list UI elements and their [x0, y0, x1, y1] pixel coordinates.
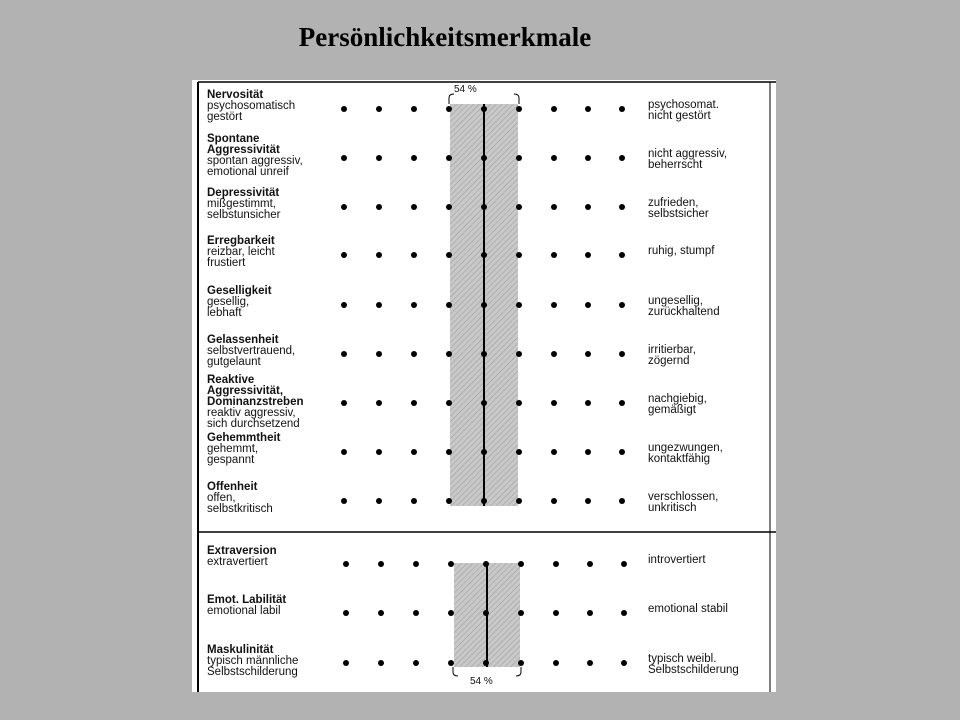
scale-point: [585, 351, 591, 357]
right-pole-text: typisch weibl. Selbstschilderung: [648, 653, 739, 676]
scale-point: [378, 610, 384, 616]
left-pole-text: gesellig, lebhaft: [207, 296, 250, 319]
left-pole-text: mißgestimmt, selbstunsicher: [207, 198, 281, 221]
scale-point: [376, 498, 382, 504]
scale-point: [413, 660, 419, 666]
scale-point: [343, 561, 349, 567]
scale-point: [481, 204, 487, 210]
scale-point: [518, 561, 524, 567]
scale-point: [518, 610, 524, 616]
scale-point: [516, 351, 522, 357]
slide-title: Persönlichkeitsmerkmale: [298, 22, 592, 52]
left-pole-label: [207, 90, 295, 123]
scale-point: [619, 302, 625, 308]
right-pole-text: nachgiebig, gemäßigt: [648, 393, 707, 416]
scale-point: [413, 610, 419, 616]
scale-point: [621, 610, 627, 616]
scale-point: [446, 155, 452, 161]
right-pole-text: emotional stabil: [648, 603, 728, 615]
scale-point: [585, 449, 591, 455]
scale-point: [553, 660, 559, 666]
left-pole-text: extravertiert: [207, 556, 268, 568]
left-pole-label: [207, 188, 281, 221]
trait-name: Gehemmtheit: [207, 432, 281, 444]
left-pole-text: typisch männliche Selbstschilderung: [207, 655, 299, 678]
scale-point: [481, 252, 487, 258]
left-pole-label: [207, 433, 281, 466]
scale-point: [483, 610, 489, 616]
scale-point: [619, 498, 625, 504]
scale-point: [343, 610, 349, 616]
scale-point: [376, 106, 382, 112]
scale-point: [619, 351, 625, 357]
scale-point: [518, 660, 524, 666]
right-pole-text: nicht aggressiv, beherrscht: [648, 148, 728, 171]
scale-point: [585, 106, 591, 112]
scale-point: [378, 660, 384, 666]
scale-point: [619, 400, 625, 406]
right-pole-text: verschlossen, unkritisch: [648, 491, 719, 514]
left-pole-text: emotional labil: [207, 605, 281, 617]
left-pole-label: [207, 375, 304, 430]
scale-point: [553, 561, 559, 567]
right-pole-text: irritierbar, zögernd: [648, 344, 696, 367]
scale-point: [446, 252, 452, 258]
scale-point: [619, 449, 625, 455]
scale-point: [378, 561, 384, 567]
right-pole-text: zufrieden, selbstsicher: [648, 197, 709, 220]
right-pole-text: ungesellig, zurückhaltend: [648, 295, 720, 318]
trait-name: Erregbarkeit: [207, 235, 275, 247]
scale-point: [553, 610, 559, 616]
left-pole-label: [207, 645, 298, 678]
trait-name: Offenheit: [207, 481, 258, 493]
scale-point: [585, 204, 591, 210]
scale-point: [551, 106, 557, 112]
scale-point: [585, 155, 591, 161]
scale-point: [551, 204, 557, 210]
scale-point: [411, 204, 417, 210]
trait-name: Extraversion: [207, 545, 277, 557]
band-percent-label-top: 54 %: [454, 84, 477, 95]
trait-name: Emot. Labilität: [207, 594, 287, 606]
scale-point: [343, 660, 349, 666]
scale-point: [551, 351, 557, 357]
scale-point: [587, 660, 593, 666]
scale-point: [481, 351, 487, 357]
scale-point: [516, 400, 522, 406]
scale-point: [411, 252, 417, 258]
band-percent-label-bottom: 54 %: [470, 676, 493, 687]
scale-point: [516, 106, 522, 112]
scale-point: [551, 400, 557, 406]
scale-point: [516, 252, 522, 258]
scale-point: [448, 561, 454, 567]
left-pole-label: [207, 546, 277, 568]
left-pole-label: [207, 335, 295, 368]
scale-point: [411, 400, 417, 406]
scale-point: [551, 155, 557, 161]
scale-point: [376, 400, 382, 406]
scale-point: [341, 252, 347, 258]
scale-point: [341, 302, 347, 308]
scale-point: [516, 498, 522, 504]
scale-point: [446, 204, 452, 210]
scale-point: [411, 106, 417, 112]
left-pole-text: reaktiv aggressiv, sich durchsetzend: [207, 407, 300, 430]
trait-name: Spontane Aggressivität: [207, 133, 280, 156]
scale-point: [516, 155, 522, 161]
left-pole-label: [207, 482, 273, 515]
scale-point: [481, 498, 487, 504]
scale-point: [413, 561, 419, 567]
scale-point: [516, 302, 522, 308]
scale-point: [446, 351, 452, 357]
scale-point: [446, 400, 452, 406]
left-pole-text: psychosomatisch gestört: [207, 100, 296, 123]
scale-point: [483, 561, 489, 567]
trait-name: Maskulinität: [207, 644, 274, 656]
left-pole-text: selbstvertrauend, gutgelaunt: [207, 345, 296, 368]
scale-point: [551, 302, 557, 308]
scale-point: [619, 106, 625, 112]
left-pole-text: spontan aggressiv, emotional unreif: [207, 155, 303, 178]
scale-point: [341, 106, 347, 112]
scale-point: [376, 204, 382, 210]
scale-point: [481, 302, 487, 308]
personality-profile-sheet: [192, 80, 776, 692]
scale-point: [619, 204, 625, 210]
scale-point: [621, 660, 627, 666]
scale-point: [376, 302, 382, 308]
scale-point: [621, 561, 627, 567]
left-pole-label: [207, 236, 275, 269]
scale-point: [341, 400, 347, 406]
scale-point: [483, 660, 489, 666]
band-bracket-top: [449, 94, 519, 104]
scale-point: [411, 351, 417, 357]
right-pole-text: introvertiert: [648, 554, 706, 566]
scale-point: [341, 449, 347, 455]
scale-point: [411, 449, 417, 455]
scale-point: [446, 449, 452, 455]
left-pole-text: offen, selbstkritisch: [207, 492, 273, 515]
scale-point: [481, 449, 487, 455]
scale-point: [619, 252, 625, 258]
scale-point: [341, 155, 347, 161]
scale-point: [585, 252, 591, 258]
left-pole-label: [207, 286, 272, 319]
scale-point: [446, 106, 452, 112]
scale-point: [585, 498, 591, 504]
trait-name: Reaktive Aggressivität, Dominanzstreben: [207, 374, 304, 408]
scale-point: [446, 498, 452, 504]
scale-point: [448, 610, 454, 616]
scale-point: [376, 449, 382, 455]
scale-point: [585, 302, 591, 308]
trait-name: Depressivität: [207, 187, 280, 199]
scale-point: [376, 252, 382, 258]
scale-point: [551, 252, 557, 258]
scale-point: [587, 561, 593, 567]
left-pole-label: [207, 595, 286, 617]
trait-name: Nervosität: [207, 89, 264, 101]
scale-point: [481, 106, 487, 112]
right-pole-text: psychosomat. nicht gestört: [648, 99, 719, 122]
scale-point: [516, 204, 522, 210]
scale-point: [341, 498, 347, 504]
scale-point: [341, 351, 347, 357]
scale-point: [619, 155, 625, 161]
scale-point: [587, 610, 593, 616]
left-pole-text: reizbar, leicht frustiert: [207, 246, 275, 269]
scale-point: [551, 498, 557, 504]
scale-point: [341, 204, 347, 210]
scale-point: [411, 155, 417, 161]
scale-point: [551, 449, 557, 455]
scale-point: [446, 302, 452, 308]
left-pole-label: [207, 134, 303, 178]
scale-point: [481, 400, 487, 406]
scale-point: [516, 449, 522, 455]
scale-point: [376, 351, 382, 357]
scale-point: [411, 302, 417, 308]
scale-point: [481, 155, 487, 161]
trait-name: Gelassenheit: [207, 334, 279, 346]
band-bracket-bottom: [453, 667, 521, 676]
scale-point: [448, 660, 454, 666]
trait-name: Geselligkeit: [207, 285, 272, 297]
left-pole-text: gehemmt, gespannt: [207, 443, 259, 466]
scale-point: [585, 400, 591, 406]
scale-point: [376, 155, 382, 161]
right-pole-text: ruhig, stumpf: [648, 245, 715, 257]
scale-point: [411, 498, 417, 504]
right-pole-text: ungezwungen, kontaktfähig: [648, 442, 723, 465]
